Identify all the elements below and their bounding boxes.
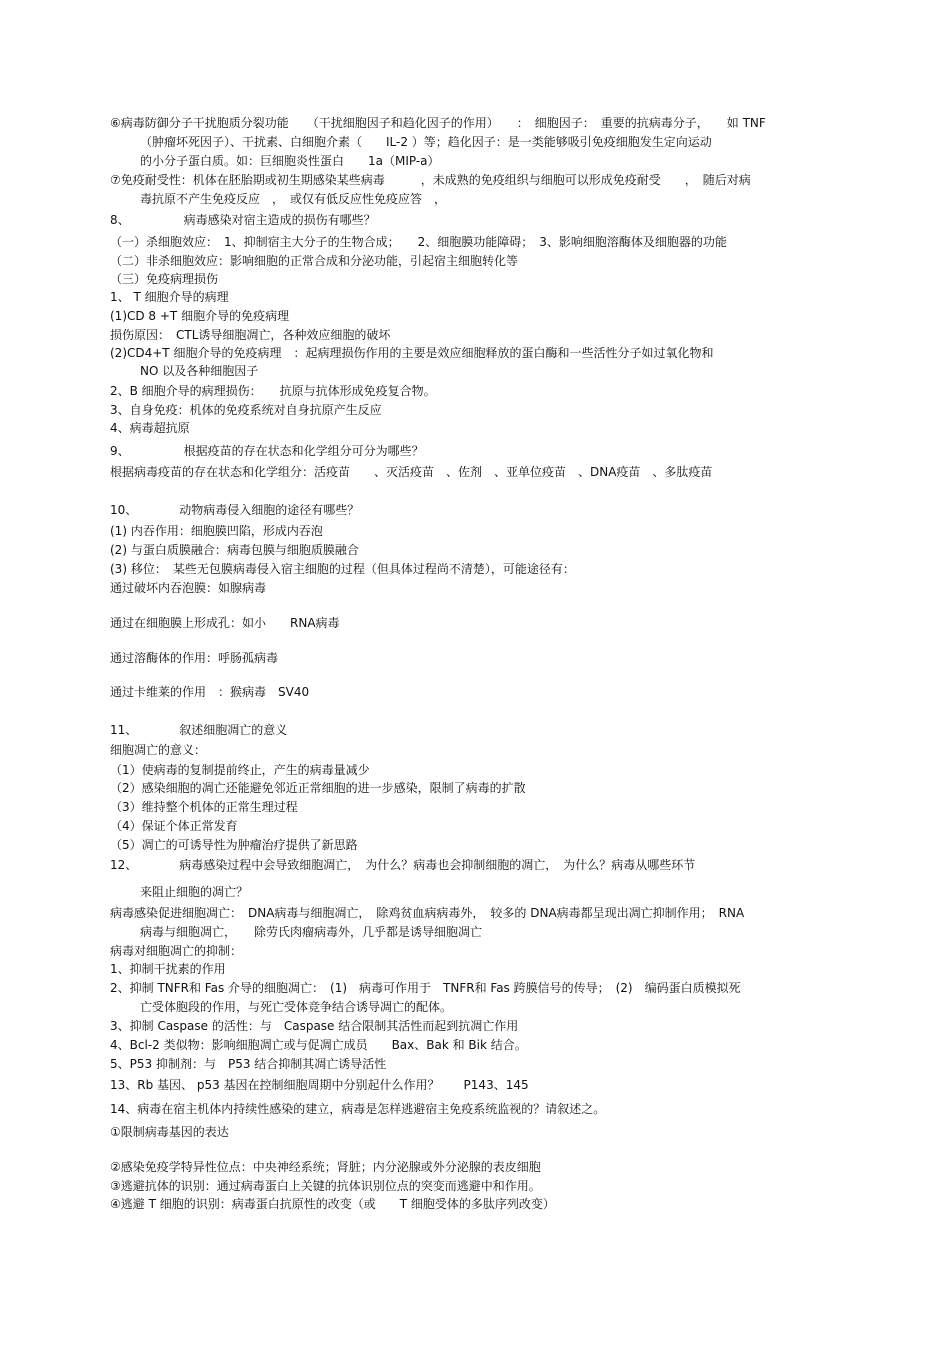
text-line: ①限制病毒基因的表达 [110, 1125, 229, 1139]
text-line: (1) 内吞作用：细胞膜凹陷，形成内吞泡 [110, 524, 323, 538]
text-line: （肿瘤坏死因子）、干扰素、白细胞介素（ IL-2 ）等；趋化因子：是一类能够吸引免疫细胞发生定向运动 [140, 135, 712, 149]
text-line: （1）使病毒的复制提前终止，产生的病毒量减少 [110, 763, 370, 777]
text-line: ②感染免疫学特异性位点：中央神经系统；肾脏；内分泌腺或外分泌腺的表皮细胞 [110, 1160, 541, 1174]
text-line: 病毒对细胞凋亡的抑制： [110, 944, 243, 958]
text-line: （4）保证个体正常发育 [110, 819, 238, 833]
text-line: 通过破坏内吞泡膜：如腺病毒 [110, 581, 267, 595]
question-heading: 13、Rb 基因、 p53 基因在控制细胞周期中分别起什么作用？ P143、145 [110, 1078, 529, 1092]
text-line: （3）维持整个机体的正常生理过程 [110, 800, 298, 814]
text-line: 2、B 细胞介导的病理损伤： 抗原与抗体形成免疫复合物。 [110, 384, 436, 398]
text-line: （三）免疫病理损伤 [110, 272, 219, 286]
text-line: ③逃避抗体的识别：通过病毒蛋白上关键的抗体识别位点的突变而逃避中和作用。 [110, 1179, 541, 1193]
text-line: (2)CD4+T 细胞介导的免疫病理 ：起病理损伤作用的主要是效应细胞释放的蛋白酶和一些活性分子如过氧化物和 [110, 346, 714, 360]
text-line: 3、自身免疫：机体的免疫系统对自身抗原产生反应 [110, 403, 382, 417]
text-line: 损伤原因： CTL诱导细胞凋亡，各种效应细胞的破坏 [110, 328, 391, 342]
question-heading-cont: 来阻止细胞的凋亡？ [140, 885, 249, 899]
text-line: 1、 T 细胞介导的病理 [110, 290, 229, 304]
text-line: (1)CD 8 +T 细胞介导的免疫病理 [110, 309, 290, 323]
text-line: 2、抑制 TNFR和 Fas 介导的细胞凋亡： (1) 病毒可作用于 TNFR和 Fas 跨膜信号的传导； (2) 编码蛋白质模拟死 [110, 981, 741, 995]
text-line: 的小分子蛋白质。如：巨细胞炎性蛋白 1a（MIP-a） [140, 154, 440, 168]
text-line: ④逃避 T 细胞的识别：病毒蛋白抗原性的改变（或 T 细胞受体的多肽序列改变） [110, 1197, 555, 1211]
question-heading: 12、 病毒感染过程中会导致细胞凋亡， 为什么？病毒也会抑制细胞的凋亡， 为什么？病毒从哪些环节 [110, 858, 696, 872]
question-heading: 9、 根据疫苗的存在状态和化学组分可分为哪些？ [110, 444, 424, 458]
text-line: ⑥病毒防御分子干扰胞质分裂功能 （干扰细胞因子和趋化因子的作用） ： 细胞因子： 重要的抗病毒分子， 如 TNF [110, 116, 766, 130]
text-line: (2) 与蛋白质膜融合：病毒包膜与细胞质膜融合 [110, 543, 359, 557]
text-line: 4、病毒超抗原 [110, 421, 190, 435]
text-line: (3) 移位： 某些无包膜病毒侵入宿主细胞的过程（但具体过程尚不清楚），可能途径有： [110, 562, 575, 576]
text-line: 根据病毒疫苗的存在状态和化学组分：活疫苗 、灭活疫苗 、佐剂 、亚单位疫苗 、DNA疫苗 、多肽疫苗 [110, 465, 713, 479]
text-line: 4、Bcl-2 类似物：影响细胞凋亡或与促凋亡成员 Bax、Bak 和 Bik 结合。 [110, 1038, 527, 1052]
text-line: 细胞凋亡的意义： [110, 743, 207, 757]
text-line: 5、P53 抑制剂：与 P53 结合抑制其凋亡诱导活性 [110, 1057, 387, 1071]
text-line: （2）感染细胞的凋亡还能避免邻近正常细胞的进一步感染，限制了病毒的扩散 [110, 781, 526, 795]
text-line: 病毒感染促进细胞凋亡： DNA病毒与细胞凋亡， 除鸡贫血病病毒外， 较多的 DNA病毒都呈现出凋亡抑制作用； RNA [110, 906, 745, 920]
text-line: （一）杀细胞效应： 1、抑制宿主大分子的生物合成； 2、细胞膜功能障碍； 3、影响细胞溶酶体及细胞器的功能 [110, 235, 727, 249]
text-line: 通过在细胞膜上形成孔：如小 RNA病毒 [110, 616, 340, 630]
question-heading: 11、 叙述细胞凋亡的意义 [110, 723, 288, 737]
question-heading: 8、 病毒感染对宿主造成的损伤有哪些？ [110, 213, 376, 227]
text-line: 亡受体胞段的作用，与死亡受体竞争结合诱导凋亡的配体。 [140, 1000, 453, 1014]
text-line: NO 以及各种细胞因子 [140, 364, 259, 378]
text-line: 通过溶酶体的作用：呼肠孤病毒 [110, 651, 279, 665]
text-line: 3、抑制 Caspase 的活性：与 Caspase 结合限制其活性而起到抗凋亡作用 [110, 1019, 519, 1033]
text-line: 1、抑制干扰素的作用 [110, 962, 226, 976]
text-line: （二）非杀细胞效应：影响细胞的正常合成和分泌功能，引起宿主细胞转化等 [110, 254, 519, 268]
text-line: ⑦免疫耐受性：机体在胚胎期或初生期感染某些病毒 ，未成熟的免疫组织与细胞可以形成免疫耐受 ， 随后对病 [110, 173, 751, 187]
question-heading: 10、 动物病毒侵入细胞的途径有哪些？ [110, 503, 360, 517]
question-heading: 14、病毒在宿主机体内持续性感染的建立，病毒是怎样逃避宿主免疫系统监视的？请叙述之。 [110, 1102, 606, 1116]
text-line: （5）凋亡的可诱导性为肿瘤治疗提供了新思路 [110, 838, 358, 852]
text-line: 毒抗原不产生免疫反应 ， 或仅有低反应性免疫应答 ， [140, 192, 447, 206]
text-line: 通过卡维莱的作用 ：猴病毒 SV40 [110, 685, 310, 699]
text-line: 病毒与细胞凋亡， 除劳氏肉瘤病毒外，几乎都是诱导细胞凋亡 [140, 925, 483, 939]
